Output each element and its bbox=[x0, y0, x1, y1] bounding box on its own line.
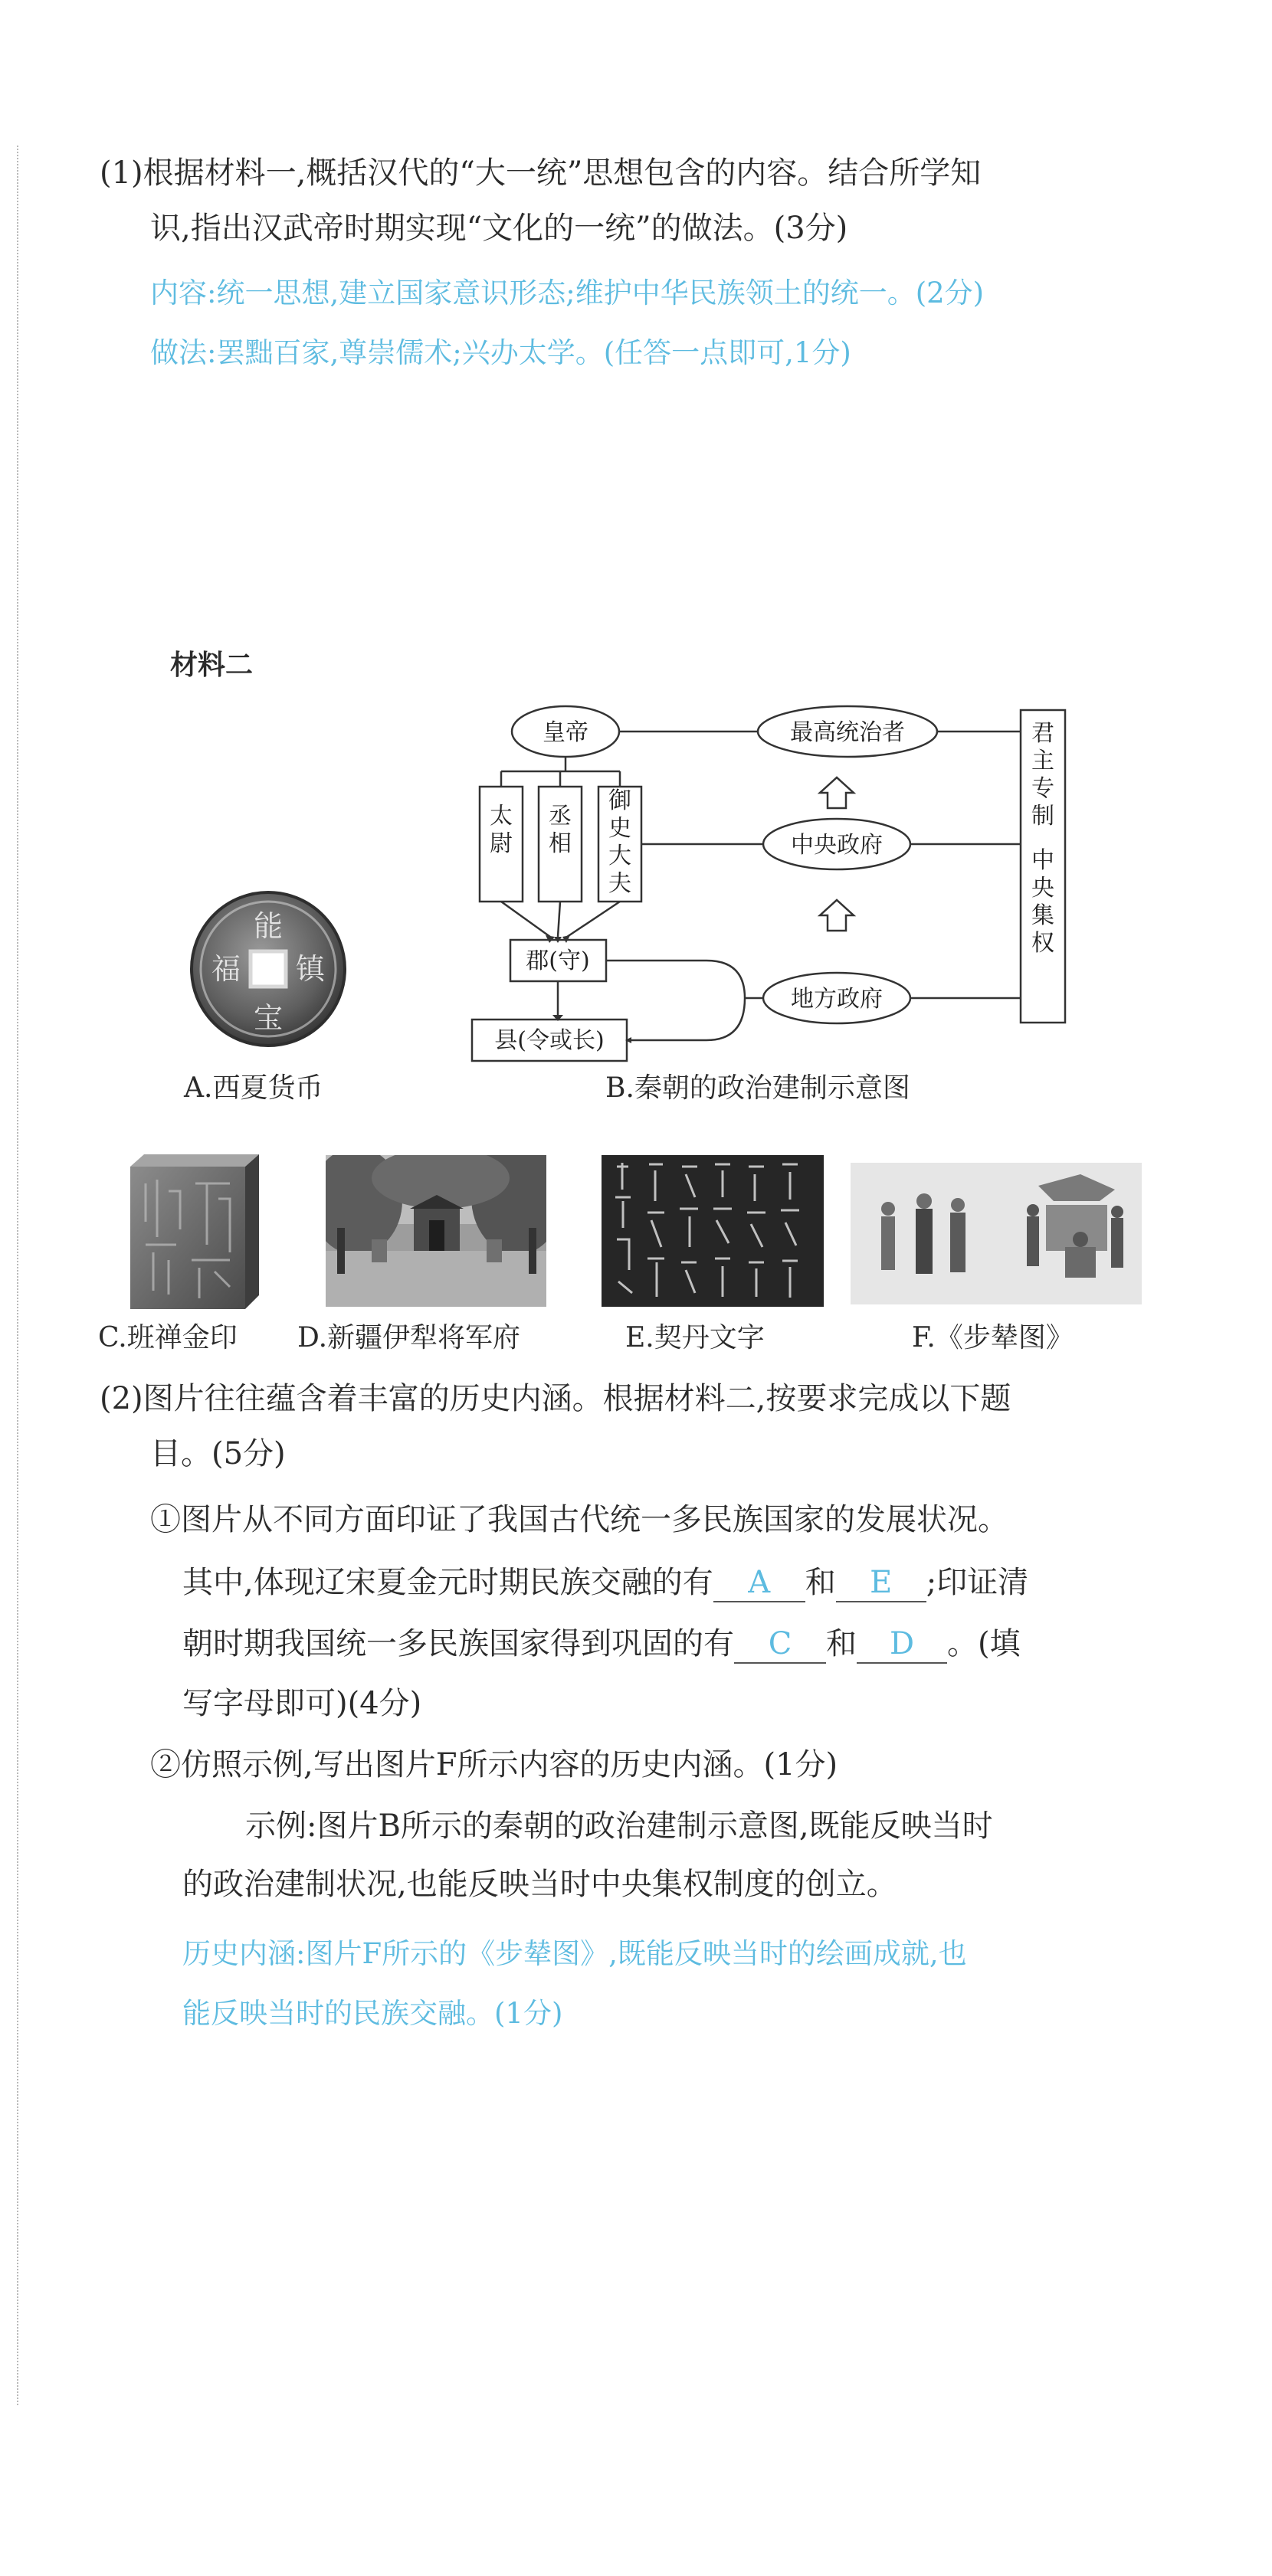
q2-answer-line1: 历史内涵:图片F所示的《步辇图》,既能反映当时的绘画成就,也 bbox=[182, 1937, 967, 1970]
yushidafu-label: 御史大夫 bbox=[608, 787, 631, 897]
and-text-1: 和 bbox=[805, 1565, 836, 1600]
answer-blank-2: E bbox=[836, 1564, 926, 1602]
caption-c: C.班禅金印 bbox=[98, 1322, 238, 1353]
coin-char-top: 能 bbox=[253, 909, 284, 943]
khitan-script-image bbox=[602, 1155, 824, 1307]
q2-sub2-line1: ②仿照示例,写出图片F所示内容的历史内涵。(1分) bbox=[150, 1747, 838, 1782]
q2-line2: 目。(5分) bbox=[150, 1436, 286, 1471]
q2-line1: (2)图片往往蕴含着丰富的历史内涵。根据材料二,按要求完成以下题 bbox=[100, 1381, 1011, 1416]
q2-sub1-line3 bbox=[182, 1616, 1021, 1671]
answer-blank-3: C bbox=[734, 1625, 826, 1664]
bunian-tu-painting-image bbox=[851, 1163, 1142, 1304]
supreme-ruler-label: 最高统治者 bbox=[790, 719, 905, 746]
commandery-label: 郡(守) bbox=[526, 948, 590, 974]
caption-a: A.西夏货币 bbox=[184, 1072, 323, 1104]
taiwei-label: 太尉 bbox=[490, 803, 513, 857]
q1-line2: 识,指出汉武帝时期实现“文化的一统”的做法。(3分) bbox=[150, 211, 848, 246]
caption-e: E.契丹文字 bbox=[625, 1322, 765, 1353]
q1-answer-content: 内容:统一思想,建立国家意识形态;维护中华民族领土的统一。(2分) bbox=[150, 277, 985, 309]
caption-b: B.秦朝的政治建制示意图 bbox=[605, 1072, 910, 1104]
local-gov-label: 地方政府 bbox=[791, 986, 883, 1013]
caption-f: F.《步辇图》 bbox=[912, 1322, 1074, 1353]
coin-char-right: 镇 bbox=[295, 952, 326, 986]
and-text-2: 和 bbox=[826, 1626, 857, 1661]
panchen-gold-seal-image bbox=[123, 1153, 261, 1310]
q1-answer-method: 做法:罢黜百家,尊崇儒术;兴办太学。(任答一点即可,1分) bbox=[150, 336, 851, 369]
q2-example-line2: 的政治建制状况,也能反映当时中央集权制度的创立。 bbox=[182, 1867, 897, 1902]
q2-sub1-line3-text: 朝时期我国统一多民族国家得到巩固的有 bbox=[182, 1626, 734, 1661]
caption-d: D.新疆伊犁将军府 bbox=[297, 1322, 521, 1353]
q2-sub1-line3-tail: 。(填 bbox=[947, 1626, 1021, 1661]
answer-blank-4: D bbox=[857, 1625, 947, 1664]
q2-sub1-line1: ①图片从不同方面印证了我国古代统一多民族国家的发展状况。 bbox=[150, 1502, 1008, 1537]
central-gov-label: 中央政府 bbox=[791, 832, 883, 859]
coin-char-left: 福 bbox=[211, 952, 241, 986]
answer-blank-1: A bbox=[713, 1564, 805, 1602]
emperor-label: 皇帝 bbox=[543, 719, 588, 746]
binding-margin-line bbox=[17, 146, 18, 2405]
q2-sub1-line2-text: 其中,体现辽宋夏金元时期民族交融的有 bbox=[182, 1565, 713, 1600]
material2-heading: 材料二 bbox=[170, 650, 254, 681]
q2-example-line1: 示例:图片B所示的秦朝的政治建制示意图,既能反映当时 bbox=[245, 1808, 993, 1844]
chengxiang-label: 丞相 bbox=[549, 803, 572, 857]
yili-general-mansion-image bbox=[326, 1155, 546, 1307]
qin-political-system-diagram bbox=[460, 693, 1088, 1076]
q2-sub1-line2-tail: ;印证清 bbox=[926, 1565, 1029, 1600]
system-label: 君主专制中央集权 bbox=[1031, 720, 1054, 957]
xixia-coin-image bbox=[188, 889, 349, 1049]
q2-answer-line2: 能反映当时的民族交融。(1分) bbox=[182, 1997, 563, 2030]
q1-line1: (1)根据材料一,概括汉代的“大一统”思想包含的内容。结合所学知 bbox=[100, 155, 982, 191]
q2-sub1-line4: 写字母即可)(4分) bbox=[182, 1686, 422, 1721]
coin-char-bottom: 宝 bbox=[253, 1001, 284, 1035]
county-label: 县(令或长) bbox=[494, 1027, 605, 1054]
q2-sub1-line2 bbox=[182, 1555, 1028, 1610]
